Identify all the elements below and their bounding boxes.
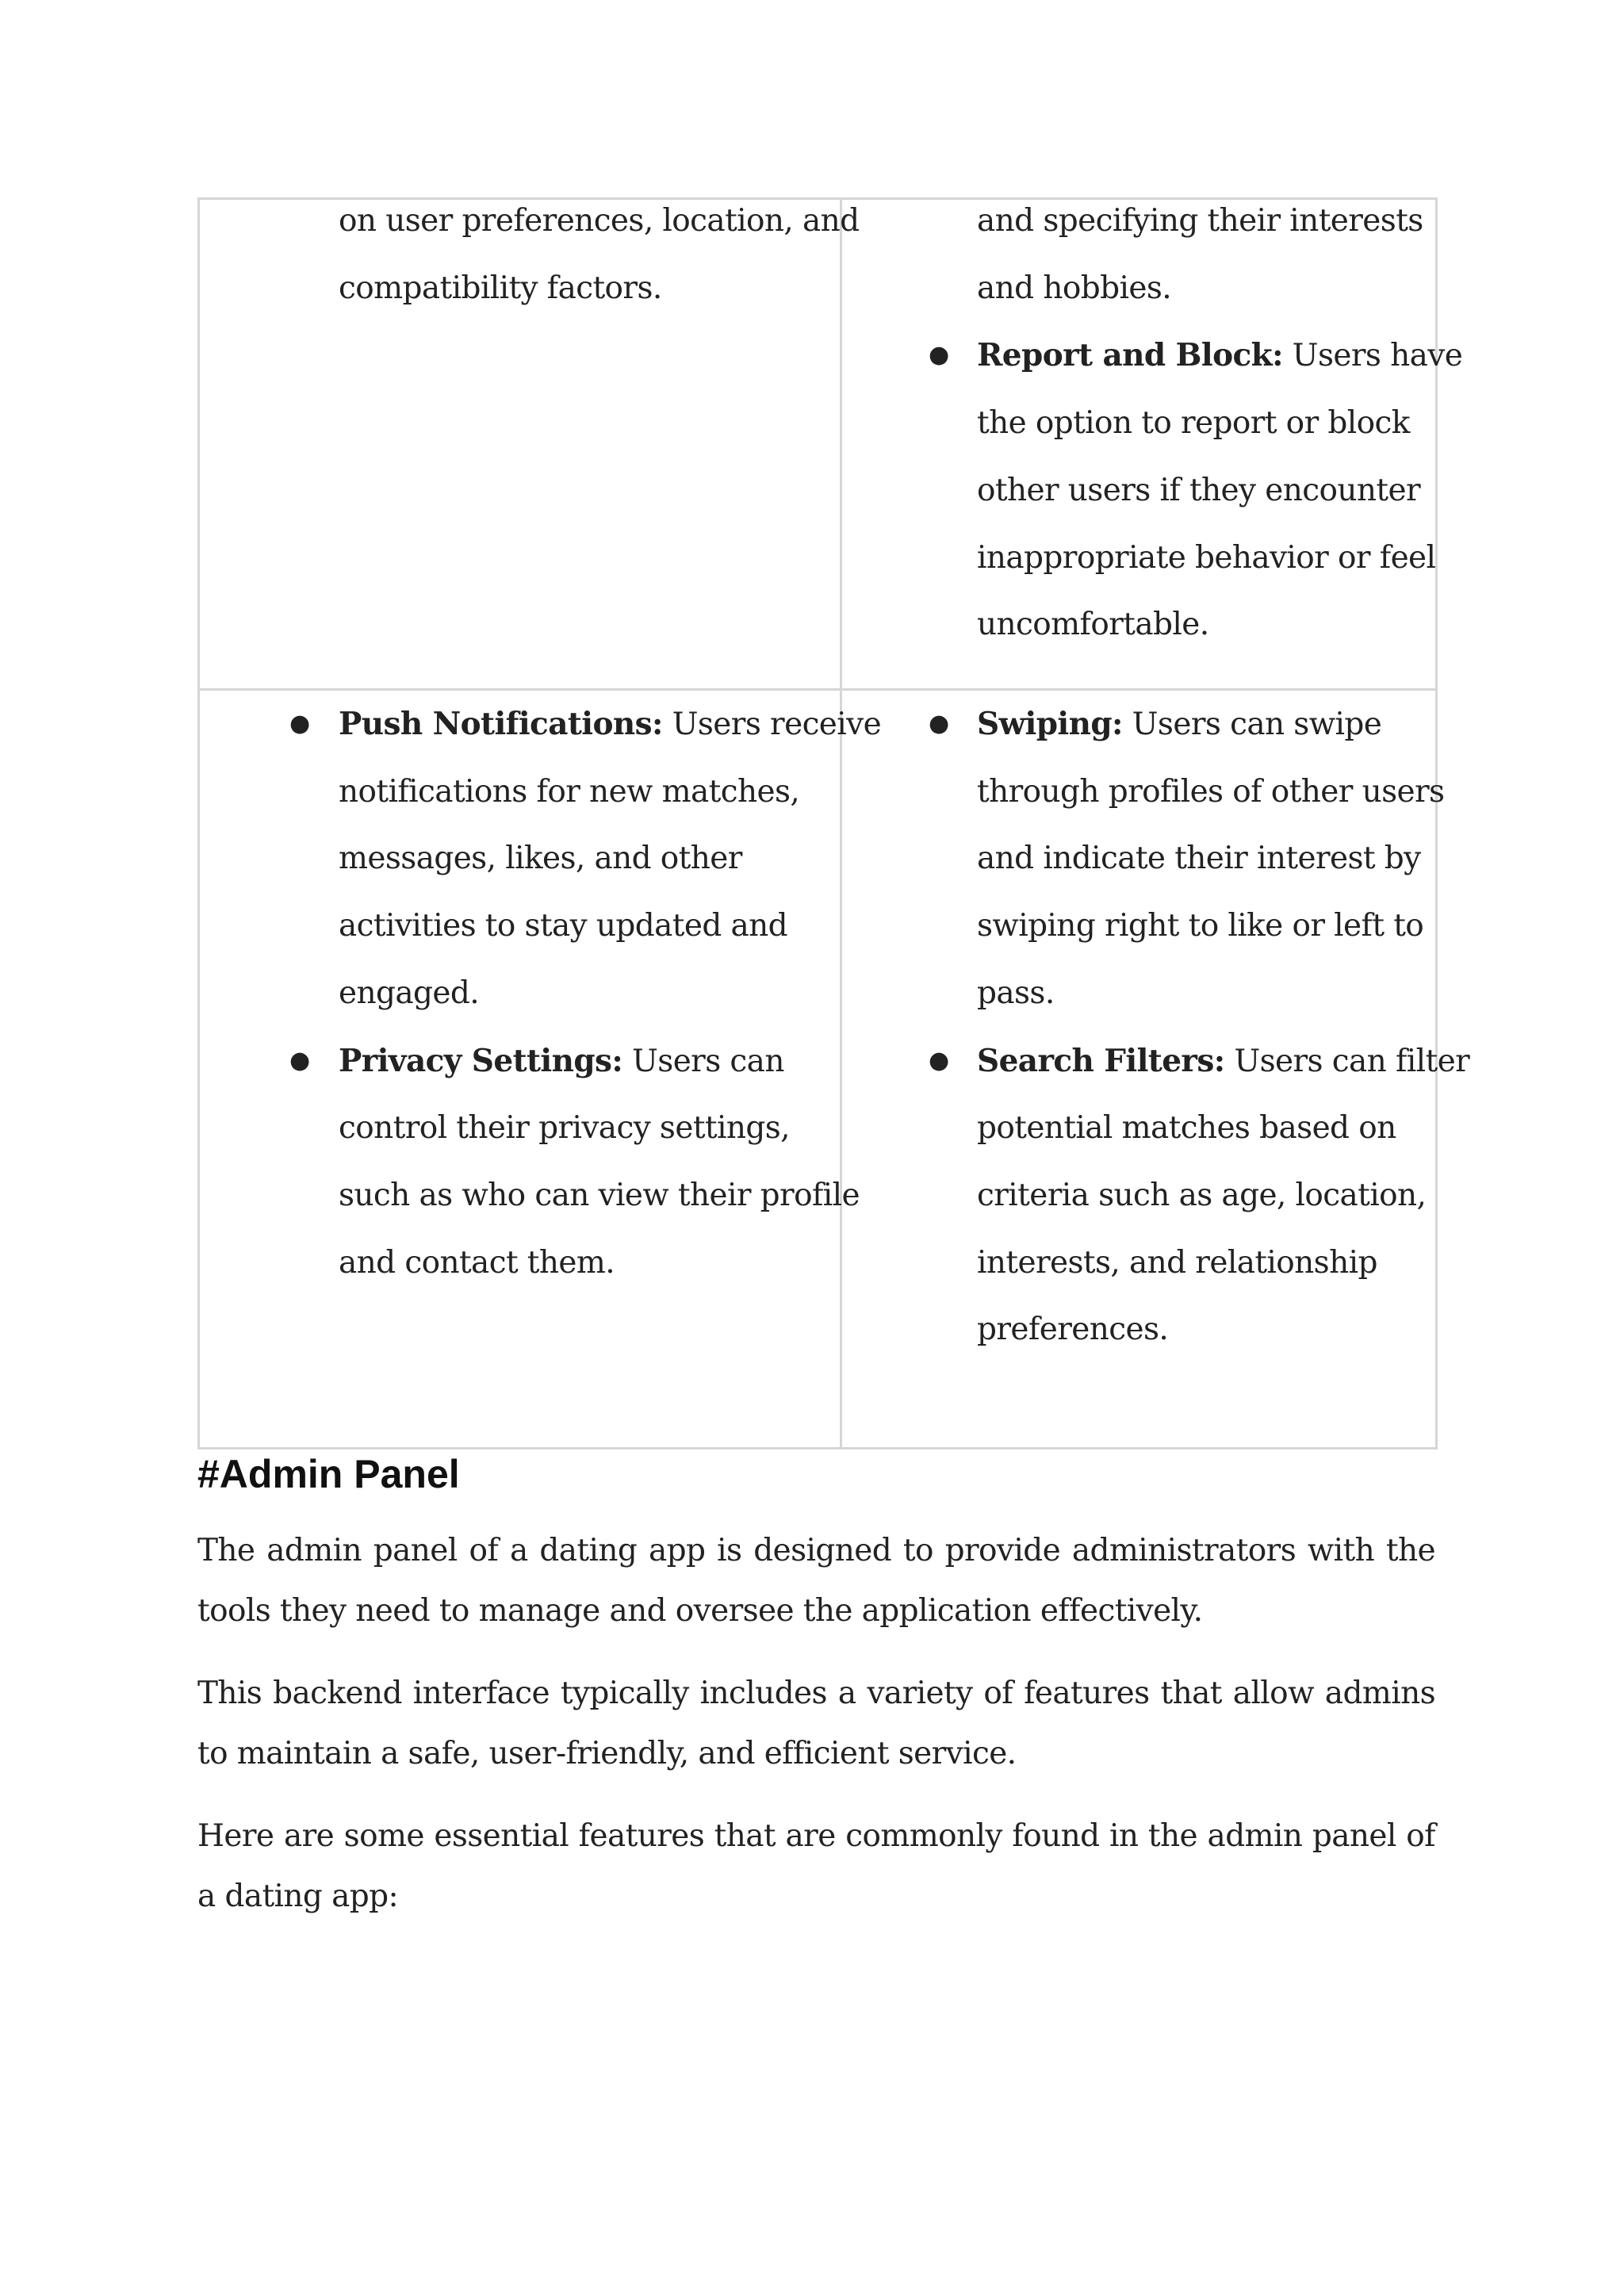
feature-title: Search Filters:	[977, 1042, 1225, 1079]
feature-title: Privacy Settings:	[339, 1042, 623, 1079]
bullet-icon: ●	[929, 710, 949, 737]
table-cell-row2-right	[841, 690, 1470, 1449]
text-line: swiping right to like or left to	[977, 908, 1424, 944]
text-line: and contact them.	[339, 1244, 615, 1281]
paragraph: Here are some essential features that are commonly found in the admin panel of a dating app:	[197, 1818, 1435, 1914]
section-heading: #Admin Panel	[197, 1452, 460, 1496]
text-line: preferences.	[977, 1312, 1169, 1348]
bullet-icon: ●	[929, 341, 949, 370]
text-line: such as who can view their profile	[339, 1177, 860, 1213]
text-line: compatibility factors.	[339, 270, 662, 306]
list-item	[842, 691, 1435, 759]
table-cell-row1-right	[841, 199, 1463, 690]
text-line: pass.	[977, 975, 1055, 1011]
text-line: engaged.	[339, 975, 480, 1011]
paragraph: The admin panel of a dating app is designed to provide administrators with the tools they need to manage and oversee the application effectively.	[197, 1533, 1435, 1629]
text-line: inappropriate behavior or feel	[977, 539, 1436, 576]
text-line: and hobbies.	[977, 270, 1172, 306]
feature-title: Swiping:	[977, 706, 1123, 742]
cell-content	[842, 691, 1470, 1364]
bullet-icon: ●	[289, 710, 310, 737]
feature-text: Users can swipe	[1122, 707, 1382, 742]
text-line: the option to report or block	[977, 405, 1410, 442]
feature-text: Users can	[622, 1043, 784, 1079]
list-item	[200, 691, 882, 759]
cell-content	[842, 188, 1463, 659]
feature-text: Users have	[1282, 338, 1463, 374]
feature-title: Report and Block:	[977, 337, 1283, 374]
bullet-icon: ●	[929, 1046, 949, 1074]
table-cell-row1-left	[199, 199, 860, 690]
text-line: potential matches based on	[977, 1110, 1396, 1147]
list-item	[842, 322, 1463, 390]
paragraph: This backend interface typically includes a variety of features that allow admins to maintain a safe, user-friendly, and efficient service.	[197, 1676, 1435, 1771]
text-line: on user preferences, location, and	[339, 203, 860, 239]
table-row	[199, 199, 1437, 690]
list-item	[200, 1028, 840, 1096]
cell-content	[200, 691, 882, 1296]
text-line: through profiles of other users	[977, 773, 1445, 810]
text-line: other users if they encounter	[977, 472, 1421, 508]
list-item	[842, 1028, 1470, 1096]
table-cell-row2-left	[199, 690, 882, 1449]
text-line: uncomfortable.	[977, 607, 1209, 643]
text-line: and indicate their interest by	[977, 841, 1421, 877]
text-line: criteria such as age, location,	[977, 1177, 1427, 1213]
text-line: notifications for new matches,	[339, 773, 800, 810]
table-row	[199, 690, 1437, 1449]
text-line: messages, likes, and other	[339, 841, 742, 877]
text-line: and specifying their interests	[977, 203, 1423, 239]
feature-text: Users can filter	[1224, 1043, 1470, 1079]
feature-table	[197, 197, 1470, 1450]
feature-text: Users receive	[662, 707, 882, 742]
text-line: activities to stay updated and	[339, 908, 788, 944]
bullet-icon: ●	[289, 1046, 310, 1074]
text-line: interests, and relationship	[977, 1244, 1377, 1281]
text-line: control their privacy settings,	[339, 1110, 790, 1147]
feature-title: Push Notifications:	[339, 706, 663, 742]
cell-content	[200, 188, 860, 322]
